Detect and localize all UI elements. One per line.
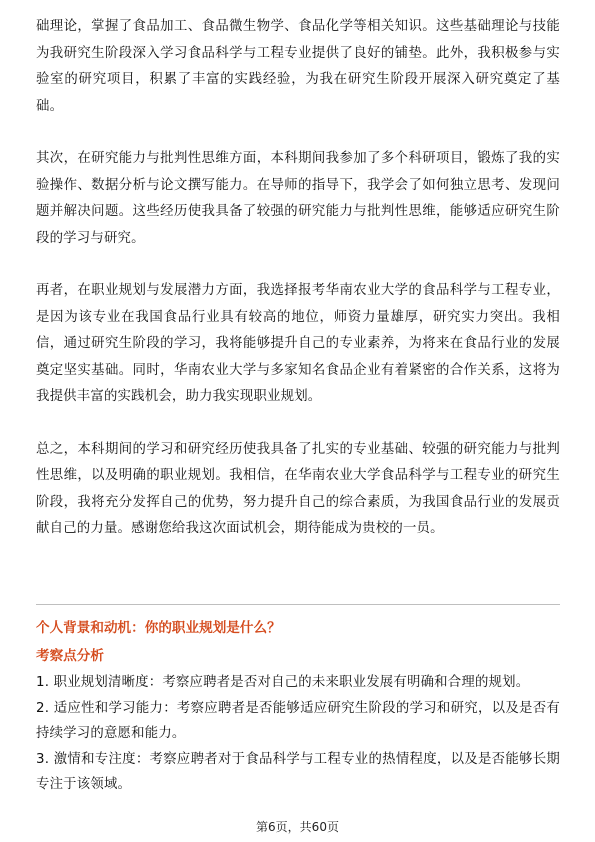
section-divider [36, 604, 560, 605]
analysis-point: 3. 激情和专注度：考察应聘者对于食品科学与工程专业的热情程度，以及是否能够长期专注于该领域。 [36, 751, 560, 792]
answer-paragraph: 础理论，掌握了食品加工、食品微生物学、食品化学等相关知识。这些基础理论与技能为我研究生阶段深入学习食品科学与工程专业提供了良好的铺垫。此外，我积极参与实验室的研究项目，积累了丰富的实践经验，为我在研究生阶段开展深入研究奠定了基础。 [36, 19, 560, 114]
answer-paragraph: 再者，在职业规划与发展潜力方面，我选择报考华南农业大学的食品科学与工程专业，是因为该专业在我国食品行业具有较高的地位，师资力量雄厚，研究实力突出。我相信，通过研究生阶段的学习，我将能够提升自己的专业素养，为将来在食品行业的发展奠定坚实基础。同时，华南农业大学与多家知名食品企业有着紧密的合作关系，这将为我提供丰富的实践机会，助力我实现职业规划。 [36, 283, 560, 404]
analysis-heading: 考察点分析 [36, 648, 104, 664]
question-heading: 个人背景和动机：你的职业规划是什么？ [36, 620, 281, 636]
page-number: 第6页，共60页 [256, 820, 339, 834]
answer-body [36, 14, 560, 569]
answer-paragraph: 总之，本科期间的学习和研究经历使我具备了扎实的专业基础、较强的研究能力与批判性思维，以及明确的职业规划。我相信，在华南农业大学食品科学与工程专业的研究生阶段，我将充分发挥自己的优势，努力提升自己的综合素质，为我国食品行业的发展贡献自己的力量。感谢您给我这次面试机会，期待能成为贵校的一员。 [36, 441, 560, 536]
answer-paragraph: 其次，在研究能力与批判性思维方面，本科期间我参加了多个科研项目，锻炼了我的实验操作、数据分析与论文撰写能力。在导师的指导下，我学会了如何独立思考、发现问题并解决问题。这些经历使我具备了较强的研究能力与批判性思维，能够适应研究生阶段的学习与研究。 [36, 151, 560, 246]
analysis-list [36, 670, 560, 798]
analysis-point: 2. 适应性和学习能力：考察应聘者是否能够适应研究生阶段的学习和研究，以及是否有持续学习的意愿和能力。 [36, 700, 560, 741]
analysis-point: 1. 职业规划清晰度：考察应聘者是否对自己的未来职业发展有明确和合理的规划。 [36, 675, 530, 690]
